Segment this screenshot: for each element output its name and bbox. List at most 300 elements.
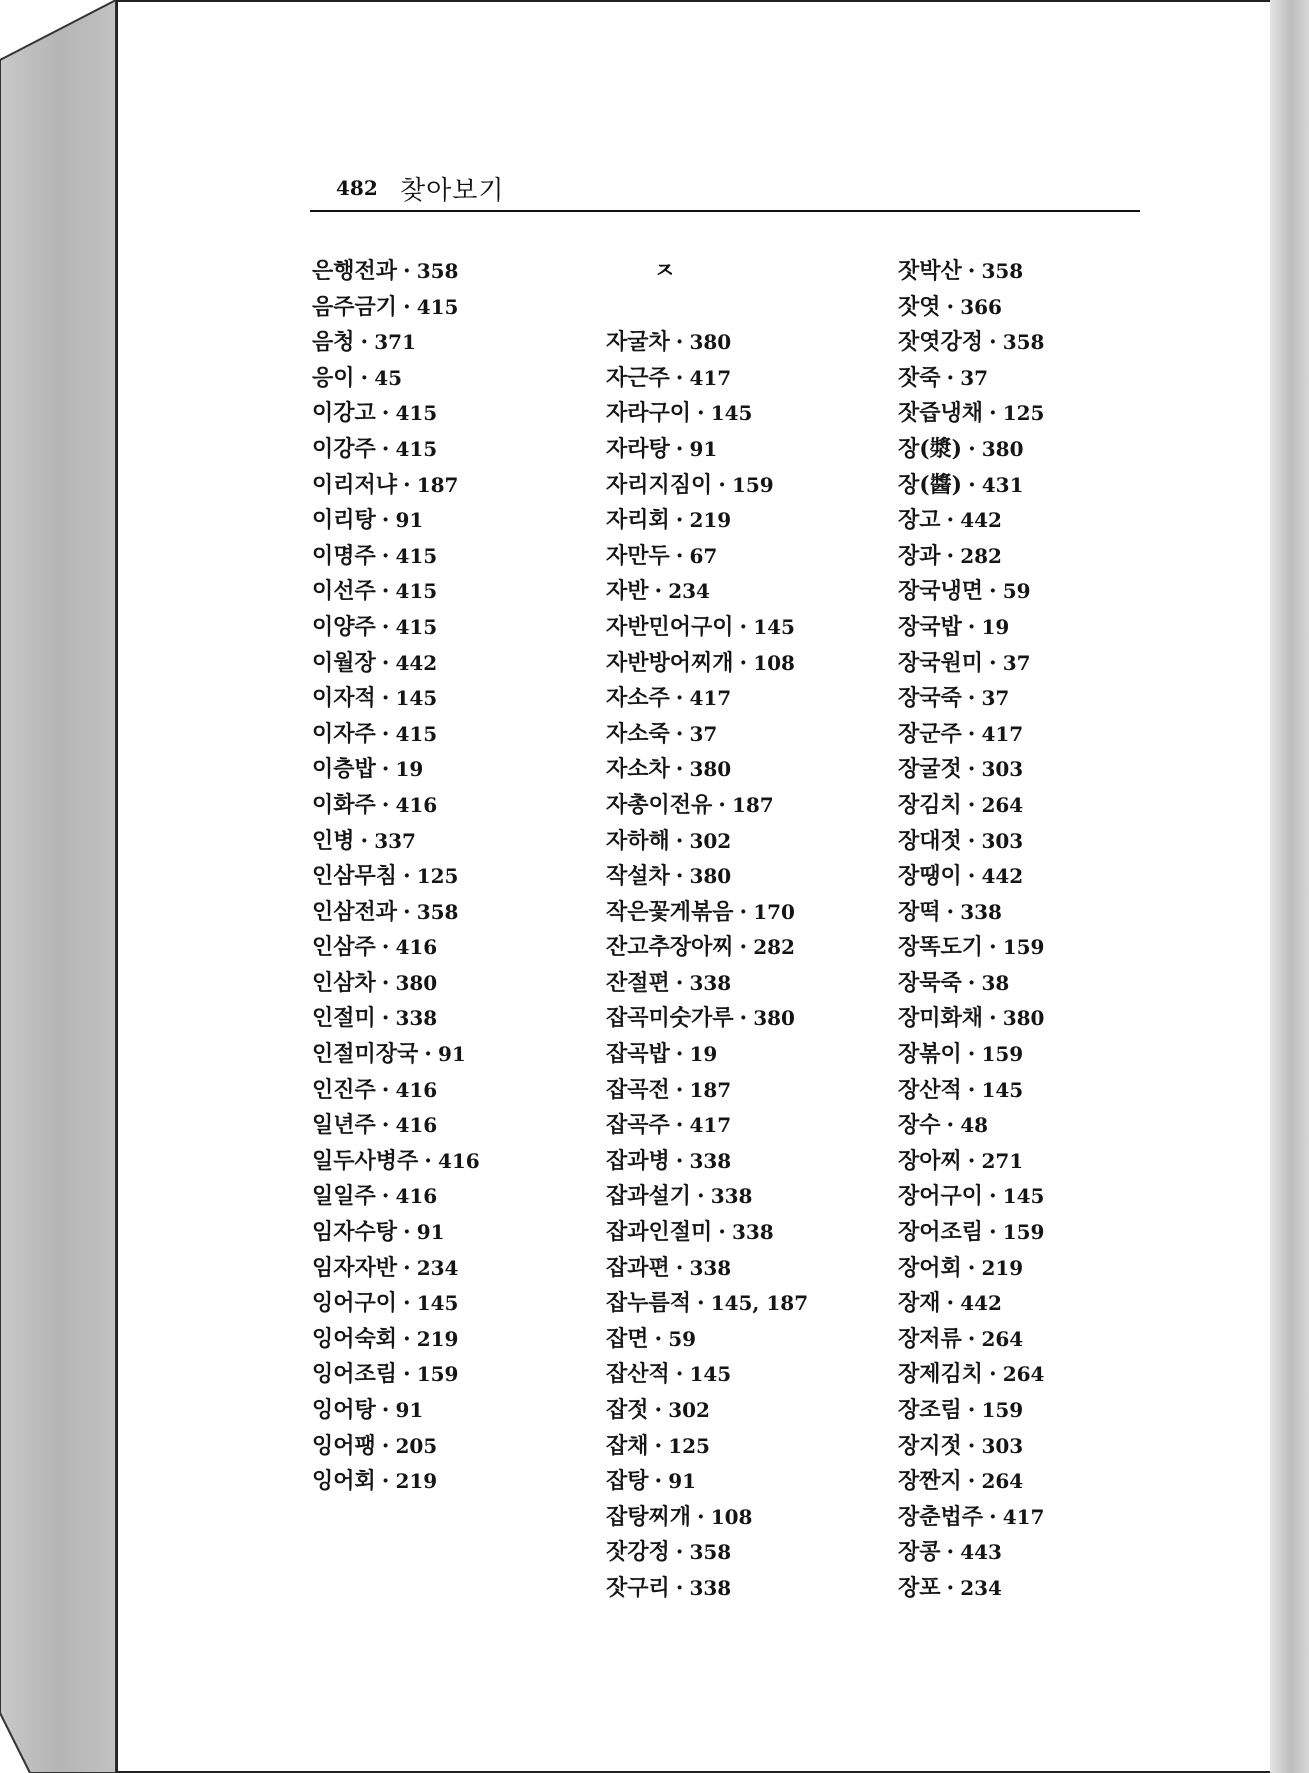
separator-dot: · [946, 1112, 955, 1139]
index-term: 장굴젓 [898, 756, 962, 783]
index-entry [312, 1464, 592, 1500]
index-term: 잡누름적 [606, 1290, 692, 1317]
index-entry [898, 788, 1178, 824]
index-page-ref: 67 [689, 543, 718, 568]
index-term: 장땡이 [898, 863, 962, 890]
separator-dot: · [967, 685, 976, 712]
index-page-ref: 219 [981, 1255, 1024, 1280]
index-entry [898, 717, 1178, 753]
index-term: 장과 [898, 542, 941, 569]
index-entry [898, 966, 1178, 1002]
index-page-ref: 205 [395, 1433, 438, 1458]
page-title: 찾아보기 [400, 176, 505, 206]
separator-dot: · [967, 1325, 976, 1352]
running-head [310, 170, 1140, 212]
index-page-ref: 415 [395, 436, 438, 461]
index-entry [312, 1286, 592, 1322]
index-page-ref: 358 [416, 899, 459, 924]
index-entry [606, 895, 886, 931]
index-term: 이자주 [312, 720, 376, 747]
index-page-ref: 417 [689, 365, 732, 390]
separator-dot: · [989, 329, 997, 356]
index-entry [606, 859, 886, 895]
separator-dot: · [403, 471, 411, 498]
index-page-ref: 271 [981, 1148, 1024, 1173]
index-term: 자소죽 [606, 720, 670, 747]
separator-dot: · [675, 507, 684, 534]
index-page-ref: 264 [981, 1326, 1024, 1351]
index-term: 장군주 [898, 720, 962, 747]
index-entry [312, 325, 592, 361]
index-term: 장어조림 [898, 1219, 984, 1246]
index-term: 이층밥 [312, 756, 376, 783]
separator-dot: · [675, 685, 684, 712]
index-term: 장떡 [898, 898, 941, 925]
index-entry [898, 1500, 1178, 1536]
separator-dot: · [967, 1397, 976, 1423]
index-page-ref: 415 [395, 614, 438, 639]
separator-dot: · [360, 329, 369, 356]
index-entry [898, 646, 1178, 682]
index-page-ref: 380 [689, 864, 732, 889]
separator-dot: · [403, 1254, 411, 1281]
index-page-ref: 371 [374, 330, 416, 355]
index-term: 이명주 [312, 542, 376, 569]
index-page-ref: 59 [668, 1326, 697, 1351]
index-entry [606, 1429, 886, 1465]
separator-dot: · [946, 542, 955, 569]
index-page-ref: 338 [395, 1006, 438, 1031]
index-entry [606, 539, 886, 575]
index-entry [898, 895, 1178, 931]
index-page-ref: 417 [689, 1113, 732, 1138]
index-column-3 [898, 254, 1178, 1607]
index-term: 잡과편 [606, 1254, 670, 1281]
index-term: 음청 [312, 329, 355, 356]
index-page-ref: 416 [395, 1077, 438, 1102]
separator-dot: · [968, 435, 976, 462]
index-term: 잣엿강정 [898, 329, 984, 356]
index-entry [898, 574, 1178, 610]
separator-dot: · [967, 613, 976, 640]
separator-dot: · [403, 1325, 411, 1352]
index-term: 자반방어찌개 [606, 649, 734, 676]
index-term: 일두사병주 [312, 1147, 419, 1174]
separator-dot: · [675, 1254, 684, 1281]
index-page-ref: 38 [981, 970, 1010, 995]
separator-dot: · [967, 791, 976, 818]
index-page-ref: 302 [689, 828, 732, 853]
page-edge-shadow [1270, 0, 1309, 1773]
index-entry [312, 824, 592, 860]
index-page-ref: 145 [689, 1362, 732, 1387]
separator-dot: · [697, 1503, 705, 1530]
separator-dot: · [403, 258, 411, 284]
index-page-ref: 219 [689, 508, 732, 533]
index-page-ref: 303 [981, 1433, 1024, 1458]
index-entry [606, 361, 886, 397]
separator-dot: · [381, 1432, 390, 1459]
index-term: 잔고추장아찌 [606, 934, 734, 961]
index-entry [898, 1073, 1178, 1109]
index-term: 잡곡미숫가루 [606, 1005, 734, 1032]
separator-dot: · [654, 1397, 663, 1423]
separator-dot: · [946, 898, 955, 925]
index-page-ref: 442 [960, 1291, 1002, 1316]
separator-dot: · [675, 329, 684, 356]
index-term: 잉어구이 [312, 1290, 398, 1317]
index-page-ref: 91 [395, 1398, 424, 1422]
index-entry [898, 1322, 1178, 1358]
index-entry [606, 646, 886, 682]
index-term: 장김치 [898, 791, 962, 818]
index-term: 잣강정 [606, 1539, 670, 1566]
index-entry [898, 361, 1178, 397]
index-page-ref: 159 [981, 1398, 1024, 1422]
separator-dot: · [381, 435, 390, 462]
separator-dot: · [967, 1041, 976, 1068]
index-entry [606, 1357, 886, 1393]
separator-dot: · [381, 1005, 390, 1032]
index-page-ref: 145 [981, 1077, 1024, 1102]
index-term: 잣박산 [898, 258, 962, 284]
index-page-ref: 187 [689, 1077, 732, 1102]
separator-dot: · [989, 1183, 997, 1210]
separator-dot: · [403, 1219, 411, 1246]
index-page-ref: 380 [689, 757, 732, 782]
index-entry [606, 1251, 886, 1287]
index-entry [898, 824, 1178, 860]
index-term: 은행전과 [312, 258, 398, 284]
separator-dot: · [697, 1290, 705, 1317]
separator-dot: · [946, 1539, 955, 1566]
book-side-edge [0, 0, 118, 1773]
index-entry [606, 574, 886, 610]
index-term: 자리지짐이 [606, 471, 713, 498]
index-entry [898, 1535, 1178, 1571]
index-entry [312, 930, 592, 966]
index-term: 잡탕 [606, 1468, 649, 1495]
index-term: 이화주 [312, 791, 376, 818]
separator-dot: · [381, 685, 390, 712]
index-term: 자만두 [606, 542, 670, 569]
index-entry [898, 859, 1178, 895]
index-term: 장미화채 [898, 1005, 984, 1032]
index-entry [312, 468, 592, 504]
index-page-ref: 37 [1002, 650, 1031, 675]
index-page-ref: 91 [395, 508, 424, 533]
index-page-ref: 145 [710, 401, 753, 426]
index-entry [312, 895, 592, 931]
index-page-ref: 264 [1002, 1362, 1045, 1387]
index-page-ref: 108 [753, 650, 795, 675]
index-entry [898, 930, 1178, 966]
index-entry [606, 468, 886, 504]
separator-dot: · [967, 1468, 976, 1495]
separator-dot: · [360, 364, 369, 391]
index-term: 장재 [898, 1290, 941, 1317]
separator-dot: · [967, 1147, 976, 1174]
index-term: 장묵죽 [898, 969, 962, 996]
separator-dot: · [675, 827, 684, 854]
separator-dot: · [360, 827, 369, 854]
index-term: 잉어회 [312, 1468, 376, 1495]
index-term: 잡면 [606, 1325, 649, 1352]
index-term: 장아찌 [898, 1147, 962, 1174]
separator-dot: · [718, 791, 726, 818]
separator-dot: · [675, 364, 684, 391]
separator-dot: · [675, 1112, 684, 1139]
index-term: 장똑도기 [898, 934, 984, 961]
index-page-ref: 159 [981, 1042, 1024, 1067]
index-term: 잡과설기 [606, 1183, 692, 1210]
index-term: 잡채 [606, 1432, 649, 1459]
index-term: 장산적 [898, 1076, 962, 1103]
index-entry [312, 788, 592, 824]
index-page-ref: 358 [981, 259, 1024, 283]
separator-dot: · [381, 791, 390, 818]
separator-dot: · [675, 1076, 684, 1103]
index-term: 장제김치 [898, 1361, 984, 1388]
index-page-ref: 145 [753, 614, 795, 639]
index-entry [312, 290, 592, 326]
index-entry [312, 1251, 592, 1287]
index-page-ref: 380 [1002, 1006, 1045, 1031]
index-term: 잣엿 [898, 293, 941, 320]
index-term: 장(漿) [898, 435, 963, 462]
separator-dot: · [718, 471, 726, 498]
separator-dot: · [381, 400, 390, 427]
index-term: 장짠지 [898, 1468, 962, 1495]
index-page-ref: 380 [981, 436, 1024, 461]
index-entry [898, 1037, 1178, 1073]
index-page-ref: 145 [395, 686, 438, 711]
index-page-ref: 159 [1002, 1220, 1045, 1245]
index-entry [606, 930, 886, 966]
index-entry [312, 1322, 592, 1358]
separator-dot: · [739, 649, 748, 676]
index-term: 작설차 [606, 863, 670, 890]
index-entry [606, 396, 886, 432]
index-page-ref: 91 [689, 436, 718, 461]
separator-dot: · [675, 435, 684, 462]
index-term: 장국밥 [898, 613, 962, 640]
index-term: 잉어탕 [312, 1397, 376, 1423]
index-term: 잡곡전 [606, 1076, 670, 1103]
index-entry [312, 859, 592, 895]
index-page-ref: 417 [981, 721, 1024, 746]
index-entry [312, 966, 592, 1002]
index-page-ref: 282 [753, 935, 795, 960]
index-page-ref: 415 [395, 579, 438, 604]
index-entry [898, 1357, 1178, 1393]
index-entry [606, 610, 886, 646]
separator-dot: · [946, 293, 955, 320]
index-entry [898, 290, 1178, 326]
index-term: 잡젓 [606, 1397, 649, 1423]
index-page-ref: 416 [395, 1184, 438, 1209]
index-term: 임자자반 [312, 1254, 398, 1281]
index-entry [898, 752, 1178, 788]
separator-dot: · [989, 934, 997, 961]
index-entry [898, 396, 1178, 432]
index-term: 자라탕 [606, 435, 670, 462]
separator-dot: · [381, 1397, 390, 1423]
index-page-ref: 417 [689, 686, 732, 711]
index-entry [606, 1001, 886, 1037]
index-term: 잉어조림 [312, 1361, 398, 1388]
index-term: 장어회 [898, 1254, 962, 1281]
index-term: 자총이전유 [606, 791, 713, 818]
separator-dot: · [675, 1041, 684, 1068]
index-page-ref: 416 [395, 1113, 438, 1138]
index-entry [898, 1429, 1178, 1465]
index-entry [312, 1393, 592, 1429]
index-page-ref: 234 [416, 1255, 459, 1280]
separator-dot: · [381, 720, 390, 747]
index-page-ref: 442 [981, 864, 1024, 889]
index-entry [898, 1393, 1178, 1429]
index-page-ref: 443 [960, 1540, 1002, 1565]
index-page-ref: 337 [374, 828, 416, 853]
separator-dot: · [739, 898, 748, 925]
index-term: 음주금기 [312, 293, 398, 320]
separator-dot: · [967, 258, 976, 284]
index-entry [606, 1144, 886, 1180]
index-entry [606, 1571, 886, 1607]
index-entry [898, 1215, 1178, 1251]
index-term: 인삼차 [312, 969, 376, 996]
index-entry [312, 539, 592, 575]
index-column-2 [606, 254, 886, 1607]
index-page-ref: 366 [960, 294, 1002, 319]
index-entry [606, 1500, 886, 1536]
index-page-ref: 170 [753, 899, 795, 924]
separator-dot: · [718, 1219, 726, 1246]
index-entry [312, 1108, 592, 1144]
separator-dot: · [967, 1432, 976, 1459]
index-term: 자리회 [606, 507, 670, 534]
index-entry [898, 468, 1178, 504]
index-page-ref: 91 [668, 1469, 697, 1494]
index-term: 잉어팽 [312, 1432, 376, 1459]
separator-dot: · [424, 1147, 432, 1174]
index-entry [606, 1108, 886, 1144]
index-entry [606, 1286, 886, 1322]
index-page-ref: 302 [668, 1398, 710, 1422]
index-entry [312, 503, 592, 539]
index-entry [312, 1144, 592, 1180]
separator-dot: · [967, 756, 976, 783]
separator-dot: · [381, 1468, 390, 1495]
index-term: 잡과인절미 [606, 1219, 713, 1246]
separator-dot: · [654, 578, 663, 605]
index-term: 장저류 [898, 1325, 962, 1352]
separator-dot: · [697, 400, 705, 427]
index-entry [606, 966, 886, 1002]
separator-dot: · [675, 1361, 684, 1388]
index-page-ref: 380 [395, 970, 438, 995]
index-page-ref: 358 [1002, 330, 1045, 355]
index-term: 장조림 [898, 1397, 962, 1423]
index-term: 장춘법주 [898, 1503, 984, 1530]
index-page-ref: 358 [689, 1540, 732, 1565]
index-term: 응이 [312, 364, 355, 391]
index-term: 장수 [898, 1112, 941, 1139]
index-entry [312, 1001, 592, 1037]
index-page-ref: 416 [395, 935, 438, 960]
index-entry [898, 1001, 1178, 1037]
index-page-ref: 19 [395, 757, 424, 782]
separator-dot: · [697, 1183, 705, 1210]
index-page-ref: 145, 187 [710, 1291, 809, 1316]
index-term: 이선주 [312, 578, 376, 605]
index-page-ref: 234 [960, 1575, 1002, 1600]
index-term: 임자수탕 [312, 1219, 398, 1246]
index-entry [606, 1179, 886, 1215]
separator-dot: · [381, 934, 390, 961]
index-page-ref: 338 [689, 970, 732, 995]
separator-dot: · [989, 1503, 997, 1530]
index-term: 장(醬) [898, 471, 963, 498]
index-page-ref: 91 [437, 1042, 466, 1067]
separator-dot: · [967, 720, 976, 747]
index-page-ref: 303 [981, 757, 1024, 782]
index-entry [898, 681, 1178, 717]
separator-dot: · [946, 1290, 955, 1317]
separator-dot: · [381, 756, 390, 783]
index-entry [312, 1357, 592, 1393]
index-entry [606, 1322, 886, 1358]
separator-dot: · [654, 1325, 663, 1352]
index-entry [898, 539, 1178, 575]
index-term: 잣구리 [606, 1574, 670, 1601]
separator-dot: · [381, 649, 390, 676]
index-page-ref: 219 [395, 1469, 438, 1494]
index-entry [898, 1144, 1178, 1180]
separator-dot: · [403, 293, 411, 320]
separator-dot: · [424, 1041, 432, 1068]
index-entry [312, 1073, 592, 1109]
index-term: 이자적 [312, 685, 376, 712]
index-entry [606, 1464, 886, 1500]
index-page-ref: 125 [416, 864, 459, 889]
index-entry [312, 361, 592, 397]
separator-dot: · [381, 1183, 390, 1210]
index-page-ref: 159 [416, 1362, 459, 1387]
index-page-ref: 145 [1002, 1184, 1045, 1209]
index-term: 장대젓 [898, 827, 962, 854]
index-entry [898, 1179, 1178, 1215]
index-entry [898, 1251, 1178, 1287]
index-entry [606, 1535, 886, 1571]
separator-dot: · [989, 1361, 997, 1388]
index-entry [606, 788, 886, 824]
separator-dot: · [739, 613, 748, 640]
index-term: 잔절편 [606, 969, 670, 996]
index-entry [312, 254, 592, 290]
index-entry [898, 432, 1178, 468]
index-page-ref: 108 [710, 1504, 753, 1529]
index-page-ref: 234 [668, 579, 710, 604]
index-page-ref: 415 [416, 294, 459, 319]
index-term: 자반 [606, 578, 649, 605]
separator-dot: · [675, 863, 684, 890]
index-entry [898, 1464, 1178, 1500]
index-page-ref: 91 [416, 1220, 445, 1245]
index-entry [606, 1073, 886, 1109]
separator-dot: · [989, 578, 997, 605]
